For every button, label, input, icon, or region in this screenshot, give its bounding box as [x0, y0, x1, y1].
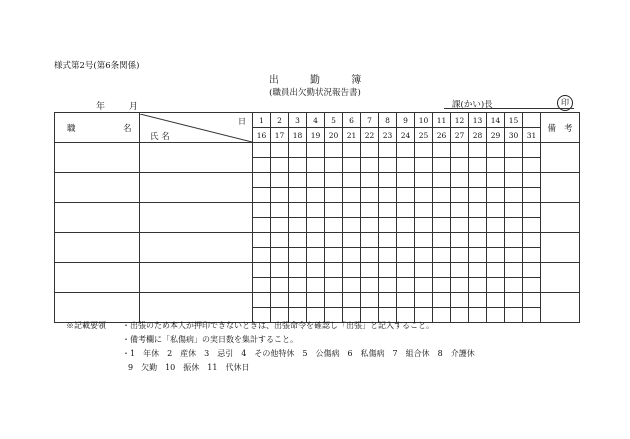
- day-cell[interactable]: [433, 293, 451, 308]
- day-cell[interactable]: [307, 293, 325, 308]
- day-cell[interactable]: [397, 233, 415, 248]
- day-cell[interactable]: [505, 173, 523, 188]
- day-cell[interactable]: [397, 278, 415, 293]
- day-cell[interactable]: [361, 233, 379, 248]
- day-cell[interactable]: [397, 263, 415, 278]
- chief-underline: [444, 108, 574, 109]
- day-cell[interactable]: [289, 188, 307, 203]
- day-header-bottom: 16: [253, 128, 271, 143]
- day-header-bottom: 22: [361, 128, 379, 143]
- day-cell[interactable]: [379, 173, 397, 188]
- day-cell[interactable]: [361, 203, 379, 218]
- day-header-top: [523, 113, 541, 128]
- day-cell[interactable]: [523, 173, 541, 188]
- day-cell[interactable]: [361, 278, 379, 293]
- day-cell[interactable]: [253, 278, 271, 293]
- day-cell[interactable]: [469, 293, 487, 308]
- shimei-cell[interactable]: [140, 293, 253, 323]
- day-cell[interactable]: [451, 218, 469, 233]
- day-cell[interactable]: [433, 263, 451, 278]
- day-cell[interactable]: [451, 278, 469, 293]
- chief-label: 課(かい)長: [452, 100, 493, 110]
- day-cell[interactable]: [433, 143, 451, 158]
- day-cell[interactable]: [271, 203, 289, 218]
- day-cell[interactable]: [343, 233, 361, 248]
- day-header-bottom: 26: [433, 128, 451, 143]
- day-cell[interactable]: [271, 173, 289, 188]
- header-row-top: [55, 113, 580, 128]
- header-day-label: 日: [238, 116, 246, 126]
- day-cell[interactable]: [433, 173, 451, 188]
- day-header-top: 1: [253, 113, 271, 128]
- day-cell[interactable]: [433, 218, 451, 233]
- note-cell[interactable]: [541, 173, 580, 203]
- day-cell[interactable]: [289, 278, 307, 293]
- day-cell[interactable]: [361, 248, 379, 263]
- header-shoku-mei: [55, 113, 140, 143]
- day-cell[interactable]: [271, 218, 289, 233]
- day-cell[interactable]: [433, 233, 451, 248]
- day-header-bottom: 25: [415, 128, 433, 143]
- day-cell[interactable]: [487, 248, 505, 263]
- day-cell[interactable]: [307, 158, 325, 173]
- shimei-cell[interactable]: [140, 233, 253, 263]
- day-cell[interactable]: [361, 188, 379, 203]
- day-cell[interactable]: [505, 233, 523, 248]
- day-cell[interactable]: [415, 248, 433, 263]
- table-row: [55, 203, 580, 218]
- day-cell[interactable]: [397, 248, 415, 263]
- day-header-bottom: 30: [505, 128, 523, 143]
- day-cell[interactable]: [487, 218, 505, 233]
- day-cell[interactable]: [523, 188, 541, 203]
- note-item: ・1 年休 2 産休 3 忌引 4 その他特休 5 公傷病 6 私傷病 7 組合休 8 介護休: [122, 349, 475, 358]
- day-header-top: 7: [361, 113, 379, 128]
- day-cell[interactable]: [415, 278, 433, 293]
- day-cell[interactable]: [307, 218, 325, 233]
- day-cell[interactable]: [523, 143, 541, 158]
- note-item: 9 欠勤 10 振休 11 代休日: [128, 363, 250, 372]
- note-item: ・出張のため本人が押印できないときは、出張命令を確認し「出張」と記入すること。: [122, 321, 434, 330]
- day-cell[interactable]: [469, 248, 487, 263]
- day-cell[interactable]: [505, 203, 523, 218]
- day-cell[interactable]: [397, 173, 415, 188]
- note-cell[interactable]: [541, 203, 580, 233]
- day-cell[interactable]: [487, 278, 505, 293]
- day-cell[interactable]: [253, 248, 271, 263]
- day-cell[interactable]: [523, 293, 541, 308]
- day-cell[interactable]: [289, 143, 307, 158]
- day-cell[interactable]: [523, 263, 541, 278]
- day-cell[interactable]: [487, 293, 505, 308]
- day-header-top: 6: [343, 113, 361, 128]
- day-cell[interactable]: [325, 188, 343, 203]
- shoku-mei-cell[interactable]: [55, 263, 140, 293]
- day-cell[interactable]: [451, 158, 469, 173]
- day-cell[interactable]: [523, 218, 541, 233]
- day-cell[interactable]: [451, 263, 469, 278]
- day-cell[interactable]: [343, 263, 361, 278]
- day-cell[interactable]: [325, 278, 343, 293]
- day-header-top: 11: [433, 113, 451, 128]
- table-row: [55, 143, 580, 158]
- day-cell[interactable]: [253, 143, 271, 158]
- day-cell[interactable]: [469, 218, 487, 233]
- day-cell[interactable]: [397, 203, 415, 218]
- day-cell[interactable]: [397, 188, 415, 203]
- day-header-top: 9: [397, 113, 415, 128]
- day-cell[interactable]: [397, 158, 415, 173]
- day-cell[interactable]: [451, 233, 469, 248]
- day-cell[interactable]: [415, 263, 433, 278]
- day-cell[interactable]: [343, 278, 361, 293]
- day-cell[interactable]: [451, 308, 469, 323]
- day-cell[interactable]: [307, 263, 325, 278]
- day-cell[interactable]: [325, 233, 343, 248]
- day-header-bottom: 31: [523, 128, 541, 143]
- title-char: 勤: [310, 75, 320, 86]
- day-cell[interactable]: [451, 173, 469, 188]
- day-cell[interactable]: [289, 173, 307, 188]
- day-cell[interactable]: [469, 188, 487, 203]
- header-shimei-day: [140, 113, 253, 143]
- note-cell[interactable]: [541, 233, 580, 263]
- day-cell[interactable]: [343, 293, 361, 308]
- day-cell[interactable]: [325, 218, 343, 233]
- day-cell[interactable]: [271, 248, 289, 263]
- day-cell[interactable]: [325, 248, 343, 263]
- day-cell[interactable]: [433, 248, 451, 263]
- day-cell[interactable]: [325, 173, 343, 188]
- day-cell[interactable]: [379, 278, 397, 293]
- day-cell[interactable]: [253, 218, 271, 233]
- shoku-mei-cell[interactable]: [55, 203, 140, 233]
- day-cell[interactable]: [415, 293, 433, 308]
- day-cell[interactable]: [487, 233, 505, 248]
- day-cell[interactable]: [271, 188, 289, 203]
- day-cell[interactable]: [343, 248, 361, 263]
- day-header-top: 8: [379, 113, 397, 128]
- day-cell[interactable]: [397, 293, 415, 308]
- notes-heading: ※記載要領: [66, 321, 106, 330]
- day-cell[interactable]: [451, 293, 469, 308]
- note-char: 備: [547, 123, 556, 134]
- day-header-bottom: 29: [487, 128, 505, 143]
- day-cell[interactable]: [253, 293, 271, 308]
- day-cell[interactable]: [523, 203, 541, 218]
- day-cell[interactable]: [361, 173, 379, 188]
- shimei-cell[interactable]: [140, 203, 253, 233]
- day-cell[interactable]: [289, 203, 307, 218]
- day-cell[interactable]: [343, 218, 361, 233]
- day-header-top: 10: [415, 113, 433, 128]
- day-cell[interactable]: [505, 188, 523, 203]
- day-cell[interactable]: [487, 263, 505, 278]
- day-cell[interactable]: [415, 218, 433, 233]
- day-cell[interactable]: [433, 158, 451, 173]
- day-cell[interactable]: [289, 233, 307, 248]
- day-header-top: 5: [325, 113, 343, 128]
- day-cell[interactable]: [271, 263, 289, 278]
- day-cell[interactable]: [307, 188, 325, 203]
- day-header-bottom: 24: [397, 128, 415, 143]
- day-cell[interactable]: [253, 263, 271, 278]
- day-cell[interactable]: [379, 293, 397, 308]
- day-cell[interactable]: [523, 233, 541, 248]
- shoku-mei-cell[interactable]: [55, 143, 140, 173]
- day-cell[interactable]: [325, 293, 343, 308]
- day-cell[interactable]: [523, 158, 541, 173]
- day-header-top: 12: [451, 113, 469, 128]
- day-cell[interactable]: [469, 158, 487, 173]
- day-cell[interactable]: [415, 173, 433, 188]
- day-cell[interactable]: [289, 218, 307, 233]
- day-header-bottom: 21: [343, 128, 361, 143]
- attendance-table: [54, 112, 580, 323]
- day-cell[interactable]: [469, 308, 487, 323]
- table-row: [55, 173, 580, 188]
- day-cell[interactable]: [505, 263, 523, 278]
- day-cell[interactable]: [487, 173, 505, 188]
- day-cell[interactable]: [307, 173, 325, 188]
- day-header-top: 13: [469, 113, 487, 128]
- day-cell[interactable]: [361, 218, 379, 233]
- shimei-cell[interactable]: [140, 143, 253, 173]
- day-cell[interactable]: [289, 293, 307, 308]
- day-header-bottom: 28: [469, 128, 487, 143]
- day-cell[interactable]: [325, 263, 343, 278]
- day-cell[interactable]: [289, 158, 307, 173]
- day-cell[interactable]: [307, 248, 325, 263]
- day-cell[interactable]: [469, 278, 487, 293]
- day-cell[interactable]: [505, 143, 523, 158]
- header-shoku: 職: [67, 123, 76, 134]
- day-cell[interactable]: [253, 203, 271, 218]
- day-cell[interactable]: [487, 308, 505, 323]
- day-cell[interactable]: [379, 203, 397, 218]
- note-item: ・備考欄に「私傷病」の実日数を集計すること。: [122, 335, 298, 344]
- day-cell[interactable]: [379, 248, 397, 263]
- day-header-top: 15: [505, 113, 523, 128]
- shoku-mei-cell[interactable]: [55, 293, 140, 323]
- day-cell[interactable]: [271, 158, 289, 173]
- day-cell[interactable]: [253, 188, 271, 203]
- day-cell[interactable]: [451, 143, 469, 158]
- day-cell[interactable]: [379, 158, 397, 173]
- day-cell[interactable]: [253, 173, 271, 188]
- day-cell[interactable]: [343, 173, 361, 188]
- day-cell[interactable]: [433, 203, 451, 218]
- title-char: 簿: [351, 75, 362, 86]
- day-cell[interactable]: [379, 233, 397, 248]
- day-cell[interactable]: [307, 203, 325, 218]
- day-cell[interactable]: [253, 233, 271, 248]
- day-cell[interactable]: [433, 188, 451, 203]
- table-row: [55, 293, 580, 308]
- seal-mark: 印: [557, 95, 573, 111]
- day-header-bottom: 27: [451, 128, 469, 143]
- day-cell[interactable]: [343, 203, 361, 218]
- day-cell[interactable]: [469, 263, 487, 278]
- day-cell[interactable]: [469, 203, 487, 218]
- day-cell[interactable]: [505, 278, 523, 293]
- day-cell[interactable]: [505, 293, 523, 308]
- day-cell[interactable]: [343, 143, 361, 158]
- shoku-mei-cell[interactable]: [55, 173, 140, 203]
- day-header-top: 4: [307, 113, 325, 128]
- day-cell[interactable]: [469, 143, 487, 158]
- form-number: 様式第2号(第6条関係): [54, 61, 140, 71]
- day-cell[interactable]: [487, 203, 505, 218]
- day-cell[interactable]: [523, 278, 541, 293]
- shimei-cell[interactable]: [140, 173, 253, 203]
- day-cell[interactable]: [523, 308, 541, 323]
- header-mei: 名: [123, 123, 132, 134]
- day-cell[interactable]: [523, 248, 541, 263]
- shoku-mei-cell[interactable]: [55, 233, 140, 263]
- day-cell[interactable]: [325, 143, 343, 158]
- day-cell[interactable]: [397, 218, 415, 233]
- note-cell[interactable]: [541, 293, 580, 323]
- page-title: [0, 71, 630, 86]
- day-cell[interactable]: [505, 248, 523, 263]
- day-header-top: 14: [487, 113, 505, 128]
- day-cell[interactable]: [271, 233, 289, 248]
- day-cell[interactable]: [397, 143, 415, 158]
- shimei-cell[interactable]: [140, 263, 253, 293]
- day-cell[interactable]: [361, 293, 379, 308]
- day-cell[interactable]: [451, 188, 469, 203]
- note-cell[interactable]: [541, 143, 580, 173]
- day-cell[interactable]: [379, 143, 397, 158]
- day-header-bottom: 18: [289, 128, 307, 143]
- table-row: [55, 233, 580, 248]
- day-cell[interactable]: [469, 233, 487, 248]
- day-cell[interactable]: [289, 263, 307, 278]
- header-note: [541, 113, 580, 143]
- day-header-bottom: 20: [325, 128, 343, 143]
- day-cell[interactable]: [343, 158, 361, 173]
- day-cell[interactable]: [271, 278, 289, 293]
- day-header-bottom: 23: [379, 128, 397, 143]
- day-cell[interactable]: [505, 308, 523, 323]
- day-cell[interactable]: [307, 278, 325, 293]
- day-cell[interactable]: [379, 188, 397, 203]
- note-char: 考: [564, 123, 573, 134]
- day-header-bottom: 19: [307, 128, 325, 143]
- day-cell[interactable]: [415, 203, 433, 218]
- day-cell[interactable]: [451, 248, 469, 263]
- header-shimei: 氏 名: [150, 131, 170, 142]
- day-cell[interactable]: [433, 278, 451, 293]
- title-char: 出: [268, 75, 279, 86]
- day-cell[interactable]: [289, 248, 307, 263]
- day-cell[interactable]: [361, 143, 379, 158]
- day-cell[interactable]: [415, 233, 433, 248]
- day-cell[interactable]: [271, 143, 289, 158]
- day-cell[interactable]: [379, 263, 397, 278]
- day-cell[interactable]: [505, 218, 523, 233]
- day-cell[interactable]: [361, 263, 379, 278]
- day-header-bottom: 17: [271, 128, 289, 143]
- day-cell[interactable]: [325, 158, 343, 173]
- day-header-top: 3: [289, 113, 307, 128]
- day-cell[interactable]: [415, 143, 433, 158]
- day-cell[interactable]: [361, 158, 379, 173]
- day-cell[interactable]: [253, 158, 271, 173]
- day-cell[interactable]: [415, 188, 433, 203]
- day-header-top: 2: [271, 113, 289, 128]
- day-cell[interactable]: [487, 188, 505, 203]
- day-cell[interactable]: [451, 203, 469, 218]
- day-cell[interactable]: [469, 173, 487, 188]
- day-cell[interactable]: [415, 158, 433, 173]
- day-cell[interactable]: [307, 233, 325, 248]
- day-cell[interactable]: [379, 218, 397, 233]
- day-cell[interactable]: [271, 293, 289, 308]
- day-cell[interactable]: [487, 158, 505, 173]
- page-subtitle: (職員出欠勤状況報告書): [269, 88, 361, 98]
- note-cell[interactable]: [541, 263, 580, 293]
- table-row: [55, 263, 580, 278]
- year-label: 年: [96, 102, 106, 112]
- day-cell[interactable]: [307, 143, 325, 158]
- day-cell[interactable]: [343, 188, 361, 203]
- day-cell[interactable]: [505, 158, 523, 173]
- day-cell[interactable]: [325, 203, 343, 218]
- day-cell[interactable]: [433, 308, 451, 323]
- month-label: 月: [129, 102, 139, 112]
- day-cell[interactable]: [487, 143, 505, 158]
